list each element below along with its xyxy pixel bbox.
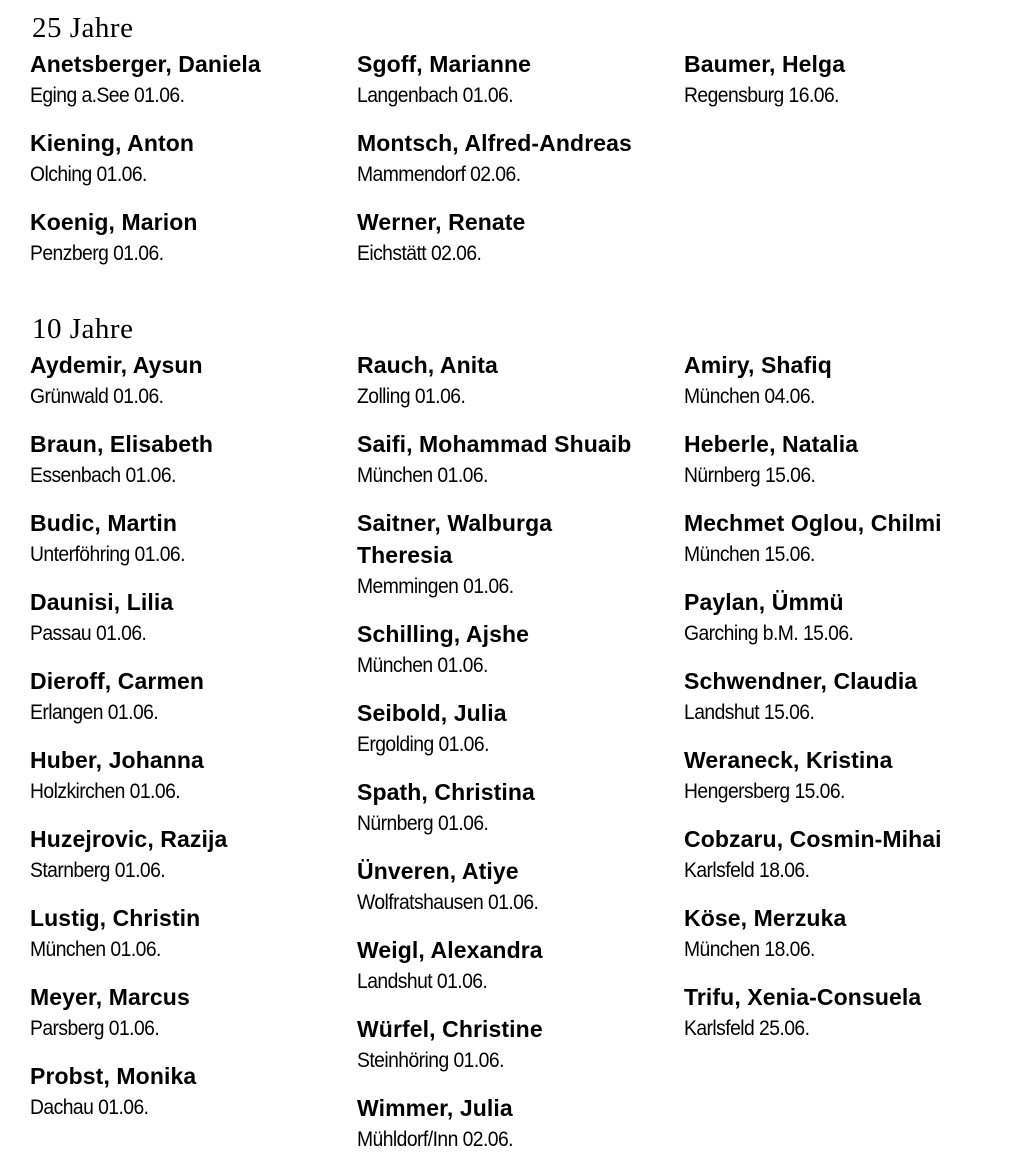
list-item bbox=[30, 586, 357, 650]
column-1 bbox=[30, 48, 357, 285]
entry-place-date: München 15.06. bbox=[684, 543, 815, 566]
entry-name: Paylan, Ümmü bbox=[684, 589, 844, 615]
entry-name: Köse, Merzuka bbox=[684, 905, 847, 931]
entry-place-date: Ergolding 01.06. bbox=[357, 733, 489, 756]
entry-name: Wimmer, Julia bbox=[357, 1095, 513, 1121]
column-2 bbox=[357, 349, 684, 1171]
list-item bbox=[684, 665, 1011, 729]
entry-name: Saifi, Mohammad Shuaib bbox=[357, 431, 632, 457]
entry-name: Huzejrovic, Razija bbox=[30, 826, 228, 852]
entry-name: Anetsberger, Daniela bbox=[30, 51, 261, 77]
list-item bbox=[30, 1060, 357, 1124]
list-item bbox=[357, 349, 684, 413]
entry-name: Sgoff, Marianne bbox=[357, 51, 532, 77]
entry-place-date: Penzberg 01.06. bbox=[30, 242, 164, 265]
entry-name: Saitner, Walburga bbox=[357, 510, 553, 536]
entry-place-date: München 01.06. bbox=[30, 938, 161, 961]
entry-place-date: Erlangen 01.06. bbox=[30, 701, 159, 724]
entry-name: Daunisi, Lilia bbox=[30, 589, 174, 615]
entry-name: Kiening, Anton bbox=[30, 130, 195, 156]
list-item bbox=[30, 665, 357, 729]
entry-place-date: Dachau 01.06. bbox=[30, 1096, 149, 1119]
list-item bbox=[357, 618, 684, 682]
column-2 bbox=[357, 48, 684, 285]
list-item bbox=[684, 744, 1011, 808]
list-item bbox=[357, 934, 684, 998]
list-item bbox=[30, 48, 357, 112]
list-item bbox=[357, 507, 684, 603]
section-title: 10 Jahre bbox=[32, 313, 134, 345]
entry-name: Schilling, Ajshe bbox=[357, 621, 529, 647]
entry-place-date: Landshut 01.06. bbox=[357, 970, 488, 993]
entry-place-date: Passau 01.06. bbox=[30, 622, 147, 645]
entry-name: Trifu, Xenia-Consuela bbox=[684, 984, 922, 1010]
entry-name: Rauch, Anita bbox=[357, 352, 498, 378]
list-item bbox=[30, 823, 357, 887]
entry-place-date: München 01.06. bbox=[357, 464, 488, 487]
list-item bbox=[357, 697, 684, 761]
list-item bbox=[30, 127, 357, 191]
list-item bbox=[684, 349, 1011, 413]
list-item bbox=[684, 48, 1011, 112]
column-1 bbox=[30, 349, 357, 1171]
entry-place-date: Karlsfeld 18.06. bbox=[684, 859, 810, 882]
list-item bbox=[684, 902, 1011, 966]
entry-name: Ünveren, Atiye bbox=[357, 858, 519, 884]
entry-place-date: München 18.06. bbox=[684, 938, 815, 961]
entry-place-date: Olching 01.06. bbox=[30, 163, 147, 186]
list-item bbox=[357, 206, 684, 270]
entry-place-date: Parsberg 01.06. bbox=[30, 1017, 160, 1040]
entry-name: Weigl, Alexandra bbox=[357, 937, 543, 963]
entry-place-date: Garching b.M. 15.06. bbox=[684, 622, 854, 645]
entry-place-date: Karlsfeld 25.06. bbox=[684, 1017, 810, 1040]
list-item bbox=[684, 428, 1011, 492]
list-item bbox=[30, 349, 357, 413]
entry-place-date: Nürnberg 15.06. bbox=[684, 464, 816, 487]
entry-name: Huber, Johanna bbox=[30, 747, 204, 773]
section-columns bbox=[30, 48, 1000, 285]
list-item bbox=[30, 744, 357, 808]
entry-place-date: Langenbach 01.06. bbox=[357, 84, 514, 107]
entry-name: Budic, Martin bbox=[30, 510, 177, 536]
list-item bbox=[357, 428, 684, 492]
entry-name: Mechmet Oglou, Chilmi bbox=[684, 510, 942, 536]
column-3 bbox=[684, 48, 1011, 285]
list-item bbox=[357, 127, 684, 191]
list-item bbox=[357, 48, 684, 112]
entry-name-continued: Theresia bbox=[357, 542, 453, 568]
list-item bbox=[30, 206, 357, 270]
entry-name: Montsch, Alfred-Andreas bbox=[357, 130, 632, 156]
section-25-jahre bbox=[30, 10, 1000, 285]
list-item bbox=[684, 981, 1011, 1045]
entry-place-date: Wolfratshausen 01.06. bbox=[357, 891, 539, 914]
list-item bbox=[357, 1013, 684, 1077]
section-title: 25 Jahre bbox=[32, 12, 134, 44]
entry-place-date: Mammendorf 02.06. bbox=[357, 163, 521, 186]
entry-name: Würfel, Christine bbox=[357, 1016, 543, 1042]
list-item bbox=[684, 823, 1011, 887]
entry-place-date: Eichstätt 02.06. bbox=[357, 242, 482, 265]
entry-name: Cobzaru, Cosmin-Mihai bbox=[684, 826, 942, 852]
entry-place-date: München 01.06. bbox=[357, 654, 488, 677]
entry-place-date: Grünwald 01.06. bbox=[30, 385, 164, 408]
entry-name: Lustig, Christin bbox=[30, 905, 201, 931]
entry-name: Probst, Monika bbox=[30, 1063, 197, 1089]
entry-name: Schwendner, Claudia bbox=[684, 668, 918, 694]
list-item bbox=[357, 776, 684, 840]
entry-place-date: Steinhöring 01.06. bbox=[357, 1049, 504, 1072]
list-item bbox=[684, 507, 1011, 571]
entry-place-date: Regensburg 16.06. bbox=[684, 84, 839, 107]
entry-place-date: Landshut 15.06. bbox=[684, 701, 815, 724]
entry-place-date: München 04.06. bbox=[684, 385, 815, 408]
entry-name: Koenig, Marion bbox=[30, 209, 198, 235]
column-3 bbox=[684, 349, 1011, 1171]
list-item bbox=[684, 586, 1011, 650]
list-item bbox=[30, 428, 357, 492]
section-10-jahre bbox=[30, 311, 1000, 1171]
entry-place-date: Eging a.See 01.06. bbox=[30, 84, 185, 107]
jubilee-list bbox=[30, 10, 1000, 1171]
entry-name: Aydemir, Aysun bbox=[30, 352, 203, 378]
entry-name: Dieroff, Carmen bbox=[30, 668, 205, 694]
entry-name: Spath, Christina bbox=[357, 779, 535, 805]
list-item bbox=[30, 981, 357, 1045]
entry-name: Seibold, Julia bbox=[357, 700, 507, 726]
entry-name: Werner, Renate bbox=[357, 209, 526, 235]
entry-name: Heberle, Natalia bbox=[684, 431, 859, 457]
entry-place-date: Starnberg 01.06. bbox=[30, 859, 166, 882]
entry-place-date: Zolling 01.06. bbox=[357, 385, 466, 408]
list-item bbox=[30, 902, 357, 966]
entry-name: Meyer, Marcus bbox=[30, 984, 190, 1010]
list-item bbox=[30, 507, 357, 571]
entry-place-date: Mühldorf/Inn 02.06. bbox=[357, 1128, 513, 1151]
entry-place-date: Holzkirchen 01.06. bbox=[30, 780, 181, 803]
entry-name: Weraneck, Kristina bbox=[684, 747, 893, 773]
entry-name: Baumer, Helga bbox=[684, 51, 846, 77]
list-item bbox=[357, 1092, 684, 1156]
entry-name: Braun, Elisabeth bbox=[30, 431, 214, 457]
entry-place-date: Memmingen 01.06. bbox=[357, 575, 514, 598]
section-columns bbox=[30, 349, 1000, 1171]
entry-name: Amiry, Shafiq bbox=[684, 352, 832, 378]
entry-place-date: Hengersberg 15.06. bbox=[684, 780, 845, 803]
entry-place-date: Nürnberg 01.06. bbox=[357, 812, 489, 835]
entry-place-date: Essenbach 01.06. bbox=[30, 464, 176, 487]
list-item bbox=[357, 855, 684, 919]
entry-place-date: Unterföhring 01.06. bbox=[30, 543, 185, 566]
